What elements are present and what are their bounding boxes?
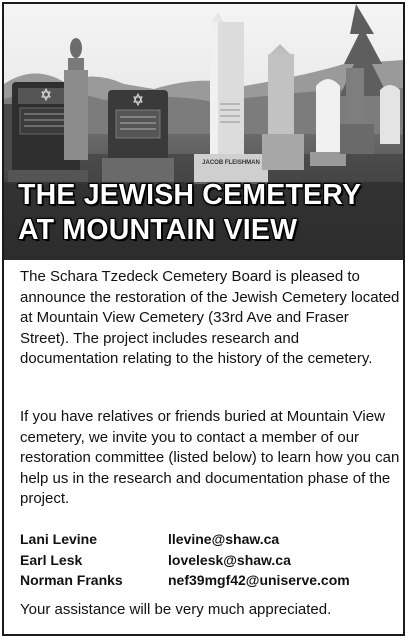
headline-line-1: THE JEWISH CEMETERY (18, 179, 362, 211)
headline (18, 178, 361, 248)
contact-name: Earl Lesk (20, 551, 83, 568)
contact-email: llevine@shaw.ca (168, 531, 280, 547)
invitation-paragraph: If you have relatives or friends buried at Mountain View cemetery, we invite you to contact a member of our restoration committee (listed below) to learn how you can help us in the research and documentation phase of the project. (20, 408, 400, 507)
announcement-ad (2, 2, 405, 636)
contact-row (20, 570, 390, 591)
headline-line-2: AT MOUNTAIN VIEW (18, 214, 298, 246)
contact-name: Lani Levine (20, 531, 98, 547)
intro-paragraph: The Schara Tzedeck Cemetery Board is pleased to announce the restoration of the Jewish Cemetery located at Mountain View Cemetery (33rd Ave and Fraser Street). The project includes research and documentation relating to the history of the cemetery. (20, 268, 400, 367)
contact-row (20, 529, 390, 550)
contact-email: lovelesk@shaw.ca (168, 551, 291, 568)
contact-email: nef39mgf42@uniserve.com (168, 572, 350, 588)
headstone-inscription: JACOB FLEISHMAN (202, 160, 260, 166)
contact-row (20, 550, 390, 571)
committee-contacts (20, 529, 390, 591)
contact-name: Norman Franks (20, 572, 123, 588)
closing-line: Your assistance will be very much appreciated. (20, 601, 332, 618)
